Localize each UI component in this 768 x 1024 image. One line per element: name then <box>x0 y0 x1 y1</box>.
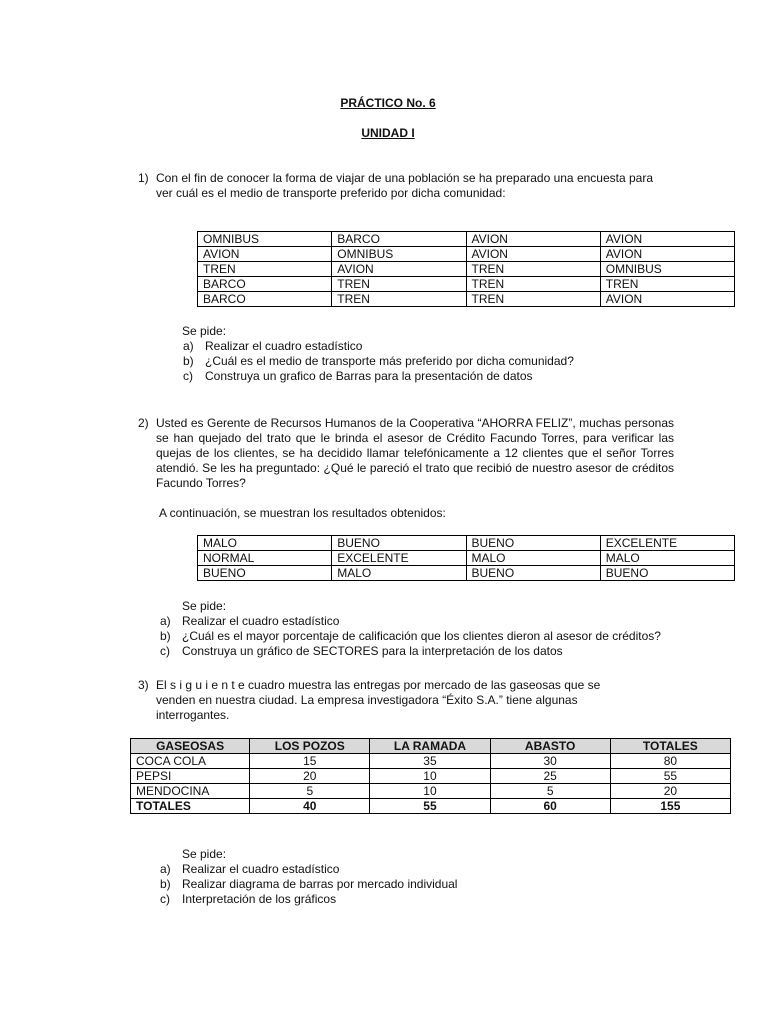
item-text: Realizar diagrama de barras por mercado individual <box>182 877 458 891</box>
table-cell: 55 <box>370 799 490 814</box>
q2-se-pide: Se pide: <box>182 599 227 613</box>
table-cell: OMNIBUS <box>332 247 466 262</box>
column-header: TOTALES <box>610 739 730 754</box>
list-item <box>160 892 457 907</box>
column-header: ABASTO <box>490 739 610 754</box>
list-item <box>160 644 661 659</box>
table-cell: MENDOCINA <box>131 784 250 799</box>
item-label: c) <box>160 892 170 906</box>
table-cell: BUENO <box>332 536 466 551</box>
table-cell: BUENO <box>466 566 600 581</box>
item-label: a) <box>160 862 171 876</box>
item-label: c) <box>183 369 193 383</box>
table-row <box>198 566 735 581</box>
q3-text <box>156 678 641 723</box>
table-cell: TREN <box>332 292 466 307</box>
table-cell: 20 <box>610 784 730 799</box>
table-row <box>198 551 735 566</box>
table-cell: 5 <box>490 784 610 799</box>
table-row <box>131 754 731 769</box>
item-text: ¿Cuál es el medio de transporte más preferido por dicha comunidad? <box>205 354 574 368</box>
column-header: LA RAMADA <box>370 739 490 754</box>
q2-intro: A continuación, se muestran los resultados obtenidos: <box>159 506 446 520</box>
table-cell: 155 <box>610 799 730 814</box>
item-label: b) <box>160 629 171 643</box>
q3-items <box>160 862 457 907</box>
table-row <box>131 784 731 799</box>
item-label: b) <box>160 877 171 891</box>
table-cell: TREN <box>332 277 466 292</box>
table-cell: BUENO <box>466 536 600 551</box>
table-cell: MALO <box>332 566 466 581</box>
table-cell: BARCO <box>198 277 332 292</box>
table-cell: AVION <box>600 292 734 307</box>
table-cell: 20 <box>250 769 370 784</box>
table-cell: TREN <box>198 262 332 277</box>
item-text: Construya un grafico de Barras para la presentación de datos <box>205 369 533 383</box>
table-cell: 80 <box>610 754 730 769</box>
table-row <box>198 536 735 551</box>
table-cell: BUENO <box>600 566 734 581</box>
q1-text: Con el fin de conocer la forma de viajar de una población se ha preparado una encuesta para ver cuál es el medio de transporte preferido por dicha comunidad: <box>156 171 653 200</box>
table-cell: 10 <box>370 784 490 799</box>
table-cell: EXCELENTE <box>332 551 466 566</box>
table-cell: 10 <box>370 769 490 784</box>
table-cell: PEPSI <box>131 769 250 784</box>
column-header: GASEOSAS <box>131 739 250 754</box>
table-cell: 35 <box>370 754 490 769</box>
table-cell: NORMAL <box>198 551 332 566</box>
q1-se-pide: Se pide: <box>182 324 227 338</box>
q2-items <box>160 614 661 659</box>
list-item <box>160 877 457 892</box>
table-cell: OMNIBUS <box>198 232 332 247</box>
table-cell: MALO <box>198 536 332 551</box>
table-cell: 55 <box>610 769 730 784</box>
table-row <box>198 277 735 292</box>
table-cell: BARCO <box>332 232 466 247</box>
list-item <box>183 354 574 369</box>
q2-number: 2) <box>138 416 149 430</box>
table-cell: 25 <box>490 769 610 784</box>
column-header: LOS POZOS <box>250 739 370 754</box>
item-text: Realizar el cuadro estadístico <box>182 862 340 876</box>
item-label: c) <box>160 644 170 658</box>
table-row <box>131 769 731 784</box>
q1-items <box>183 339 574 384</box>
item-text: ¿Cuál es el mayor porcentaje de calificación que los clientes dieron al asesor de créditos? <box>182 629 661 643</box>
q3-number: 3) <box>138 678 149 692</box>
table-row <box>198 232 735 247</box>
table-cell: OMNIBUS <box>600 262 734 277</box>
table-cell: 40 <box>250 799 370 814</box>
list-item <box>160 614 661 629</box>
list-item <box>160 629 661 644</box>
table-cell: TREN <box>600 277 734 292</box>
table-cell: AVION <box>600 232 734 247</box>
q1-table <box>197 231 735 307</box>
q2-table <box>197 535 735 581</box>
q3-sales-table <box>130 738 731 814</box>
table-cell: COCA COLA <box>131 754 250 769</box>
table-cell: TOTALES <box>131 799 250 814</box>
table-row <box>198 247 735 262</box>
table-row <box>198 262 735 277</box>
table-cell: AVION <box>466 232 600 247</box>
table-cell: BARCO <box>198 292 332 307</box>
table-cell: 5 <box>250 784 370 799</box>
page-subtitle: UNIDAD I <box>361 126 415 140</box>
q3-se-pide: Se pide: <box>182 847 227 861</box>
page-title: PRÁCTICO No. 6 <box>340 96 436 110</box>
table-cell: EXCELENTE <box>600 536 734 551</box>
q3-text-rest: cuadro muestra las entregas por mercado de las gaseosas que se venden en nuestra ciudad. La empresa investigadora “Éxito S.A.” tiene algunas interrogantes. <box>156 678 601 722</box>
item-label: b) <box>183 354 194 368</box>
list-item <box>160 862 457 877</box>
table-header-row <box>131 739 731 754</box>
table-cell: BUENO <box>198 566 332 581</box>
table-cell: TREN <box>466 277 600 292</box>
table-cell: AVION <box>466 247 600 262</box>
totals-row <box>131 799 731 814</box>
item-text: Realizar el cuadro estadístico <box>205 339 363 353</box>
table-cell: MALO <box>600 551 734 566</box>
q2-text: Usted es Gerente de Recursos Humanos de la Cooperativa “AHORRA FELIZ”, muchas personas se han quejado del trato que le brinda el asesor de Crédito Facundo Torres, para verificar las quejas de los clientes, se ha decidido llamar telefónicamente a 12 clientes que el señor Torres atendió. Se les ha preguntado: ¿Qué le pareció el trato que recibió de nuestro asesor de créditos Facundo Torres? <box>156 416 674 490</box>
item-text: Realizar el cuadro estadístico <box>182 614 340 628</box>
table-cell: 30 <box>490 754 610 769</box>
q3-text-spaced: El s i g u i e n t e <box>156 678 245 692</box>
item-text: Construya un gráfico de SECTORES para la interpretación de los datos <box>182 644 563 658</box>
table-row <box>198 292 735 307</box>
table-cell: TREN <box>466 262 600 277</box>
q1-number: 1) <box>138 171 149 185</box>
table-cell: 60 <box>490 799 610 814</box>
table-cell: TREN <box>466 292 600 307</box>
table-cell: AVION <box>600 247 734 262</box>
item-text: Interpretación de los gráficos <box>182 892 337 906</box>
list-item <box>183 339 574 354</box>
item-label: a) <box>160 614 171 628</box>
table-cell: 15 <box>250 754 370 769</box>
item-label: a) <box>183 339 194 353</box>
list-item <box>183 369 574 384</box>
table-cell: AVION <box>332 262 466 277</box>
table-cell: MALO <box>466 551 600 566</box>
table-cell: AVION <box>198 247 332 262</box>
